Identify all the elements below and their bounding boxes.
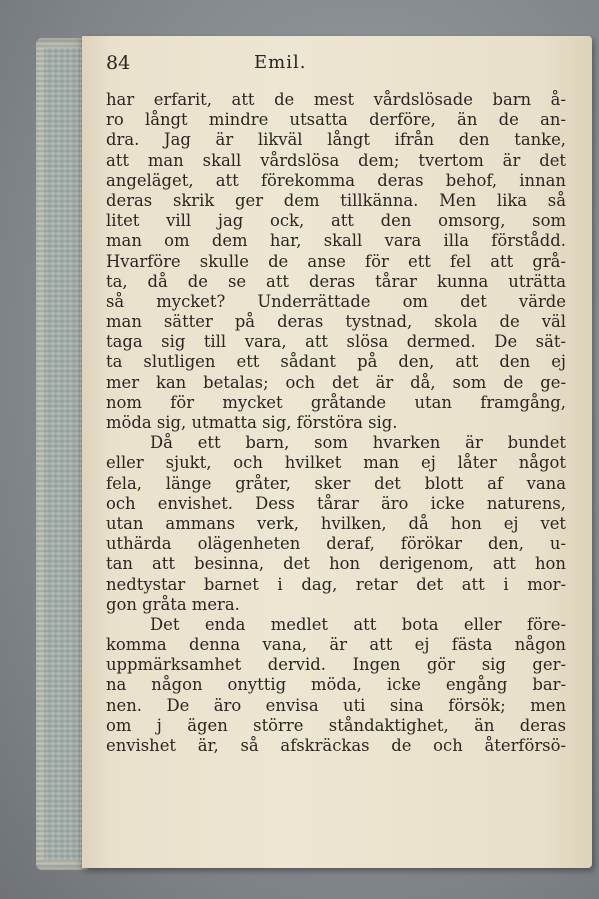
text-line: möda sig, utmatta sig, förstöra sig. — [106, 413, 398, 432]
text-line: om j ägen större ståndaktighet, än deras — [106, 715, 566, 735]
text-line: komma denna vana, är att ej fästa någon — [106, 635, 566, 655]
text-line: nom för mycket gråtande utan framgång, — [106, 392, 566, 412]
text-line: angeläget, att förekomma deras behof, innan — [106, 170, 566, 190]
text-line: nedtystar barnet i dag, retar det att i mor- — [106, 574, 566, 594]
text-line: taga sig till vara, att slösa dermed. De sät- — [106, 332, 566, 352]
text-line: så mycket? Underrättade om det värde — [106, 291, 566, 311]
book-page-edges — [36, 38, 88, 870]
text-line: ro långt mindre utsatta derföre, än de an- — [106, 110, 566, 130]
text-line: deras skrik ger dem tillkänna. Men lika så — [106, 190, 566, 210]
text-line: ta, då de se att deras tårar kunna uträtta — [106, 271, 566, 291]
text-line: Hvarföre skulle de anse för ett fel att grå- — [106, 251, 566, 271]
text-line: na någon onyttig möda, icke engång bar- — [106, 675, 566, 695]
text-line: litet vill jag ock, att den omsorg, som — [106, 211, 566, 231]
text-line: tan att besinna, det hon derigenom, att hon — [106, 554, 566, 574]
text-line: att man skall vårdslösa dem; tvertom är det — [106, 150, 566, 170]
text-line: gon gråta mera. — [106, 594, 240, 614]
text-line: utan ammans verk, hvilken, då hon ej vet — [106, 513, 566, 533]
text-line: uthärda olägenheten deraf, förökar den, u- — [106, 534, 566, 554]
text-line: man sätter på deras tystnad, skola de väl — [106, 312, 566, 332]
text-line: fela, länge gråter, sker det blott af vana — [106, 473, 566, 493]
text-line: har erfarit, att de mest vårdslösade barn å- — [106, 90, 566, 109]
page-number: 84 — [106, 52, 131, 74]
text-line: mer kan betalas; och det är då, som de ge- — [106, 372, 566, 392]
text-line: Det enda medlet att bota eller före- — [150, 614, 566, 634]
running-head: Emil. — [254, 52, 307, 73]
body-text — [106, 90, 566, 756]
text-line: dra. Jag är likväl långt ifrån den tanke, — [106, 130, 566, 150]
text-line: envishet är, så afskräckas de och återförsö- — [106, 736, 566, 755]
speckled-edge — [44, 48, 80, 860]
text-line: man om dem har, skall vara illa förstådd. — [106, 231, 566, 251]
text-line: uppmärksamhet dervid. Ingen gör sig ger- — [106, 655, 566, 675]
text-line: ta slutligen ett sådant på den, att den ej — [106, 352, 566, 372]
text-line: Då ett barn, som hvarken är bundet — [150, 433, 566, 453]
text-line: och envishet. Dess tårar äro icke naturens, — [106, 493, 566, 513]
text-line: nen. De äro envisa uti sina försök; men — [106, 695, 566, 715]
text-line: eller sjukt, och hvilket man ej låter något — [106, 453, 566, 473]
page-header — [106, 52, 406, 82]
